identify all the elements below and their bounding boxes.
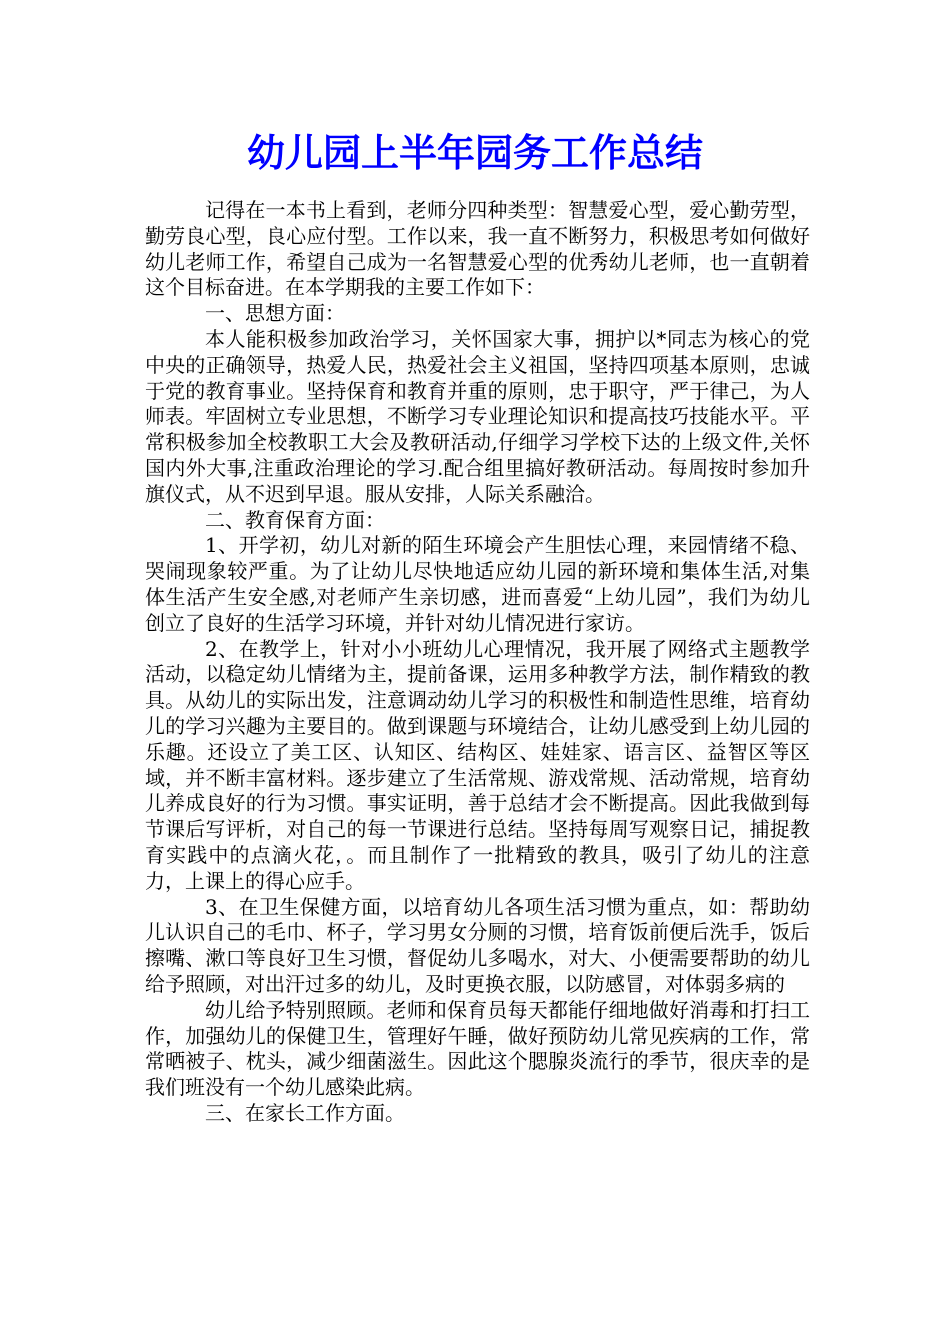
document-title: 幼儿园上半年园务工作总结: [246, 130, 703, 175]
thought-paragraph: 本人能积极参加政治学习，关怀国家大事，拥护以*同志为核心的党中央的正确领导，热爱人民，热爱社会主义祖国，坚持四项基本原则，忠诚于党的教育事业。坚持保育和教育并重的原则，忠于职守，严于律己，为人师表。牢固树立专业思想，不断学习专业理论知识和提高技巧技能水平。平常积极参加全校教职工大会及教研活动,仔细学习学校下达的上级文件,关怀国内外大事,注重政治理论的学习.配合组里搞好教研活动。每周按时参加升旗仪式，从不迟到早退。服从安排，人际关系融洽。: [145, 326, 810, 506]
document-body: [145, 198, 810, 1127]
education-paragraph-2: 2、在教学上，针对小小班幼儿心理情况，我开展了网络式主题教学活动，以稳定幼儿情绪为主，提前备课，运用多种教学方法，制作精致的教具。从幼儿的实际出发，注意调动幼儿学习的积极性和制造性思维，培育幼儿的学习兴趣为主要目的。做到课题与环境结合，让幼儿感受到上幼儿园的乐趣。还设立了美工区、认知区、结构区、娃娃家、语言区、益智区等区域，并不断丰富材料。逐步建立了生活常规、游戏常规、活动常规，培育幼儿养成良好的行为习惯。事实证明，善于总结才会不断提高。因此我做到每节课后写评析，对自己的每一节课进行总结。坚持每周写观察日记，捕捉教育实践中的点滴火花，。而且制作了一批精致的教具，吸引了幼儿的注意力，上课上的得心应手。: [145, 636, 810, 893]
section-heading-parents: 三、在家长工作方面。: [205, 1100, 405, 1125]
education-paragraph-1: 1、开学初，幼儿对新的陌生环境会产生胆怯心理，来园情绪不稳、哭闹现象较严重。为了让幼儿尽快地适应幼儿园的新环境和集体生活,对集体生活产生安全感,对老师产生亲切感，进而喜爱“上幼儿园”，我们为幼儿创立了良好的生活学习环境，并针对幼儿情况进行家访。: [145, 533, 810, 635]
health-paragraph-continued: 幼儿给予特别照顾。老师和保育员每天都能仔细地做好消毒和打扫工作，加强幼儿的保健卫生，管理好午睡，做好预防幼儿常见疾病的工作，常常晒被子、枕头，减少细菌滋生。因此这个腮腺炎流行的季节，很庆幸的是我们班没有一个幼儿感染此病。: [145, 997, 810, 1100]
section-heading-education: 二、教育保育方面：: [205, 507, 385, 532]
section-heading-thought: 一、思想方面：: [205, 301, 345, 326]
intro-paragraph: 记得在一本书上看到，老师分四种类型：智慧爱心型，爱心勤劳型，勤劳良心型，良心应付型。工作以来，我一直不断努力，积极思考如何做好幼儿老师工作，希望自己成为一名智慧爱心型的优秀幼儿老师，也一直朝着这个目标奋进。在本学期我的主要工作如下：: [145, 198, 810, 300]
education-paragraph-3: 3、在卫生保健方面，以培育幼儿各项生活习惯为重点，如：帮助幼儿认识自己的毛巾、杯子，学习男女分厕的习惯，培育饭前便后洗手，饭后擦嘴、漱口等良好卫生习惯，督促幼儿多喝水，对大、小便需要帮助的幼儿给予照顾，对出汗过多的幼儿，及时更换衣服，以防感冒，对体弱多病的: [145, 894, 810, 996]
